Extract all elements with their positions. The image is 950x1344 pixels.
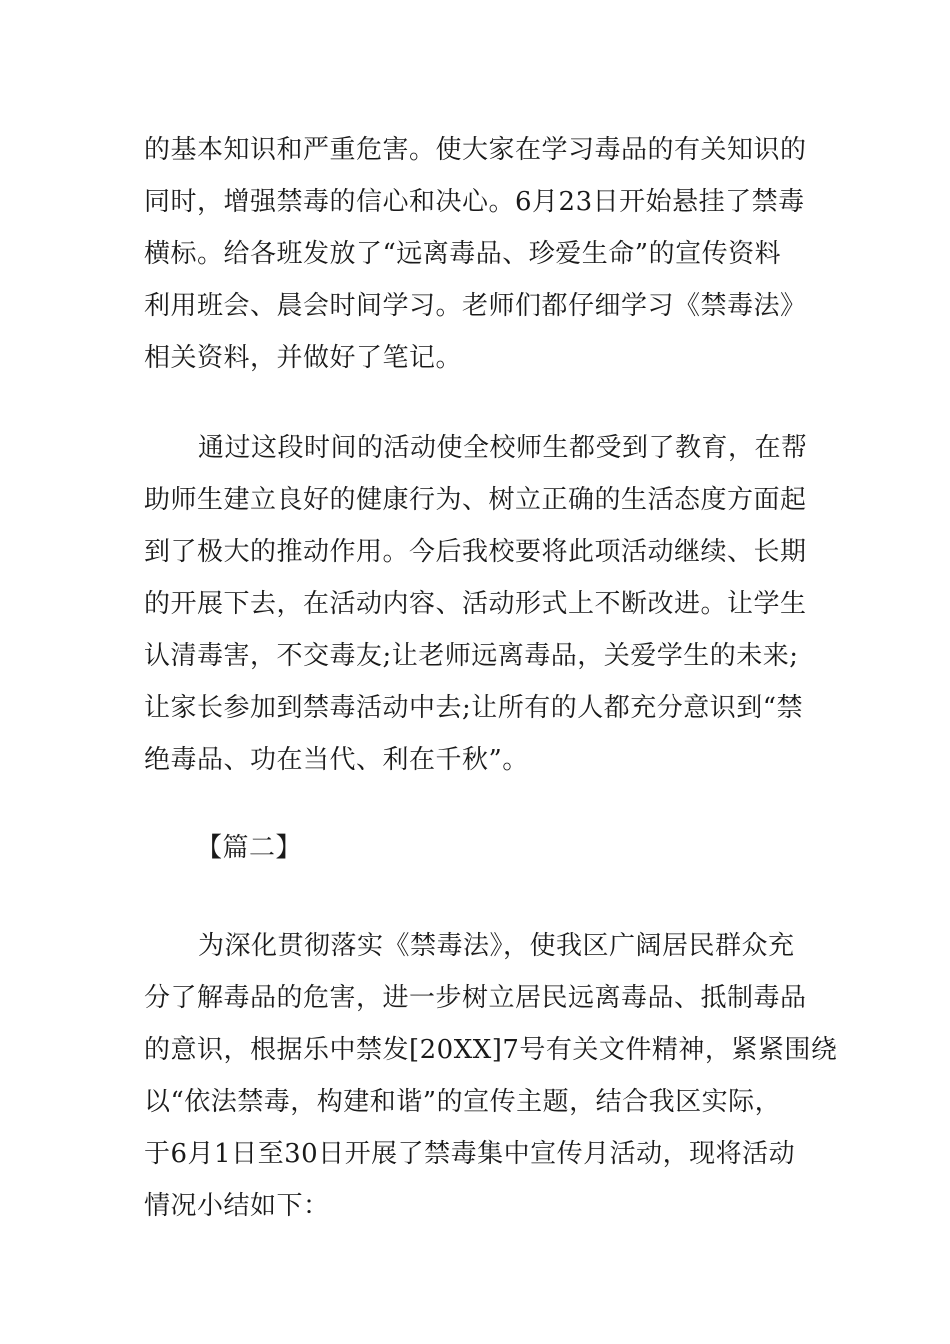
paragraph-2-line-4: 的开展下去，在活动内容、活动形式上不断改进。让学生	[144, 589, 807, 619]
paragraph-3-line-1: 为深化贯彻落实《禁毒法》，使我区广阔居民群众充	[198, 931, 795, 961]
paragraph-2-line-5: 认清毒害，不交毒友;让老师远离毒品，关爱学生的未来;	[144, 641, 799, 671]
paragraph-1-line-4: 利用班会、晨会时间学习。老师们都仔细学习《禁毒法》	[144, 291, 807, 321]
paragraph-3-line-2: 分了解毒品的危害，进一步树立居民远离毒品、抵制毒品	[144, 983, 807, 1013]
paragraph-2-line-7: 绝毒品、功在当代、利在千秋”。	[144, 745, 529, 775]
section-heading: 【篇二】	[196, 833, 303, 863]
paragraph-2-line-1: 通过这段时间的活动使全校师生都受到了教育，在帮	[198, 433, 808, 463]
paragraph-1-line-5: 相关资料，并做好了笔记。	[144, 343, 463, 373]
paragraph-2-line-3: 到了极大的推动作用。今后我校要将此项活动继续、长期	[144, 537, 807, 567]
paragraph-2-line-2: 助师生建立良好的健康行为、树立正确的生活态度方面起	[144, 485, 807, 515]
paragraph-3-line-4: 以“依法禁毒，构建和谐”的宣传主题，结合我区实际，	[144, 1087, 782, 1117]
paragraph-2-line-6: 让家长参加到禁毒活动中去;让所有的人都充分意识到“禁	[144, 693, 804, 723]
paragraph-1-line-3: 横标。给各班发放了“远离毒品、珍爱生命”的宣传资料	[144, 239, 782, 269]
paragraph-1-line-1: 的基本知识和严重危害。使大家在学习毒品的有关知识的	[144, 135, 807, 165]
paragraph-3-line-5: 于6月1日至30日开展了禁毒集中宣传月活动，现将活动	[144, 1139, 796, 1169]
paragraph-3-line-6: 情况小结如下：	[144, 1191, 330, 1221]
paragraph-1-line-2: 同时，增强禁毒的信心和决心。6月23日开始悬挂了禁毒	[144, 187, 805, 217]
paragraph-3-line-3: 的意识，根据乐中禁发[20XX]7号有关文件精神，紧紧围绕	[144, 1035, 838, 1065]
